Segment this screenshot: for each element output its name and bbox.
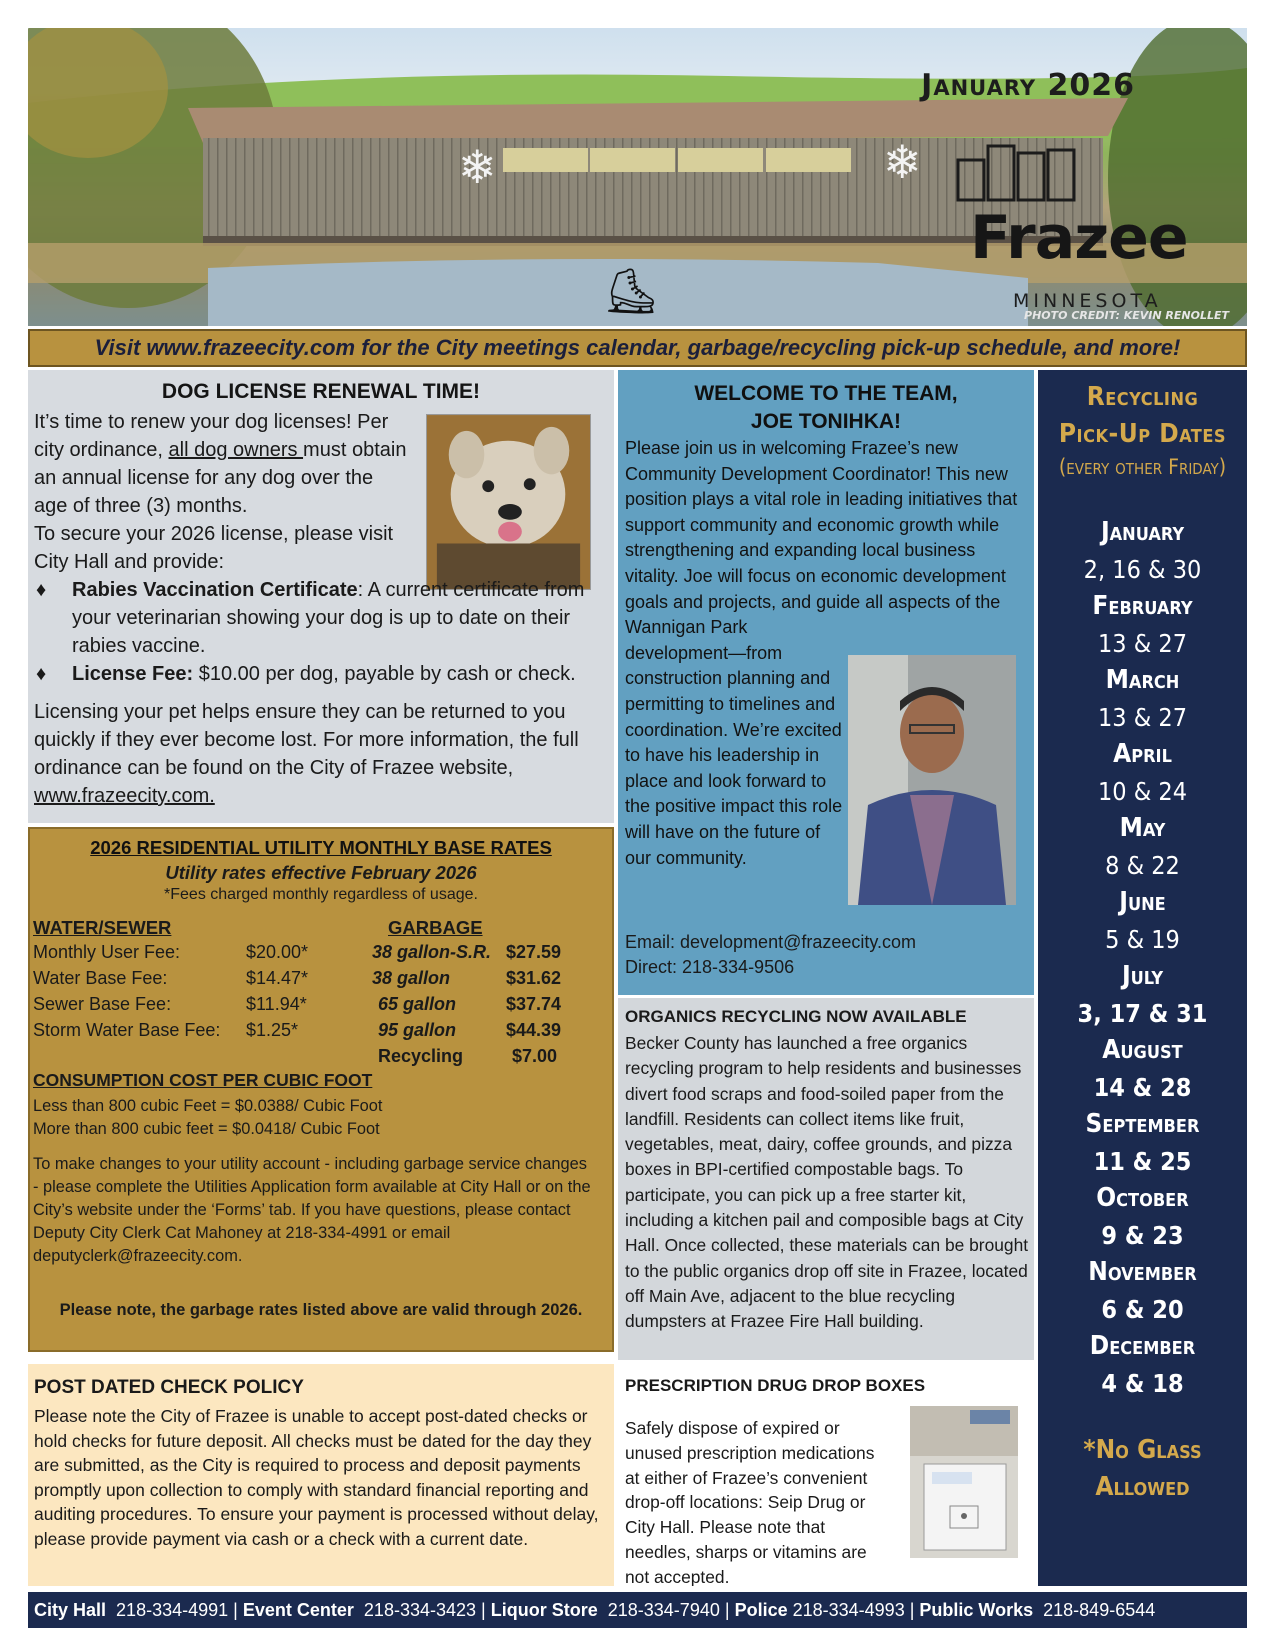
garbage-row-label: 38 gallon (372, 968, 451, 988)
frazee-logo-state: MINNESOTA (1013, 290, 1162, 312)
prescription-section (618, 1364, 1034, 1586)
organics-body: Becker County has launched a free organics recycling program to help residents and businesses divert food scraps and food-soiled paper from the landfill. Residents can collect items like fruit, vegetables, meat, dairy, coffee grounds, and pizza boxes in BPI-certified compostable bags. To participate, you can pick up a free starter kit, including a kitchen pail and composible bags at City Hall. Once collected, these materials can be brought to the public organics drop off site in Frazee, located off Main Ave, adjacent to the blue recycling dumpsters at Frazee Fire Hall building. (625, 1033, 1029, 1332)
joe-tonihka-photo (848, 655, 1016, 905)
welcome-section (618, 370, 1034, 995)
month-name: June (1119, 887, 1166, 917)
month-dates: 13 & 27 (1097, 703, 1188, 732)
check-policy-body: Please note the City of Frazee is unable to accept post-dated checks or hold checks for future deposit. All checks must be dated for the day they are submitted, as the City is required to process and deposit payments promptly upon collection to comply with standard financial reporting and auditing procedures. To ensure your payment is processed without delay, please provide payment via cash or a check with a current date. (34, 1406, 599, 1549)
organics-title: ORGANICS RECYCLING NOW AVAILABLE (625, 1007, 967, 1026)
recycling-schedule (1038, 370, 1247, 1586)
check-policy-title: POST DATED CHECK POLICY (34, 1377, 304, 1398)
month-dates: 4 & 18 (1101, 1369, 1184, 1398)
garbage-row-label: 65 gallon (378, 994, 457, 1014)
welcome-title (618, 380, 1034, 436)
svg-text:⛸: ⛸ (603, 266, 659, 317)
garbage-row-value: $27.59 (506, 942, 562, 962)
water-row-label: Storm Water Base Fee: (33, 1020, 221, 1040)
utility-rates-section (28, 827, 614, 1352)
water-row-label: Water Base Fee: (33, 968, 168, 988)
contact-label: Liquor Store (490, 1600, 598, 1620)
contact-separator: | (904, 1600, 915, 1620)
month-dates: 6 & 20 (1101, 1295, 1184, 1324)
no-glass-note (1038, 1432, 1247, 1506)
welcome-phone: Direct: 218-334-9506 (625, 957, 795, 977)
month-name: November (1088, 1257, 1197, 1287)
water-row-label: Sewer Base Fee: (33, 994, 172, 1014)
dog-intro-text: It’s time to renew your dog licenses! Per city ordinance, (34, 411, 389, 461)
rabies-text: : A current certificate from your veterinarian showing your dog is up to date on their rabies vaccine. (72, 579, 585, 657)
month-name: August (1102, 1035, 1183, 1065)
garbage-row-label: 95 gallon (378, 1020, 457, 1040)
recycling-subtitle: (every other Friday) (1058, 455, 1227, 479)
water-sewer-header: WATER/SEWER (33, 917, 172, 938)
garbage-row-label: 38 gallon-S.R. (372, 942, 492, 962)
garbage-header: GARBAGE (388, 917, 483, 938)
month-name: April (1113, 739, 1172, 769)
month-dates: 3, 17 & 31 (1077, 999, 1208, 1028)
contact-separator: | (228, 1600, 238, 1620)
contact-phone: 218-334-7940 (607, 1600, 720, 1620)
welcome-title-line-2: JOE TONIHKA! (750, 410, 902, 433)
issue-month: January 2026 (921, 68, 1135, 103)
water-row-value: $1.25* (246, 1020, 299, 1040)
dog-license-closing (34, 698, 604, 810)
garbage-row-label: Recycling (378, 1046, 464, 1066)
month-dates: 2, 16 & 30 (1083, 555, 1202, 584)
list-item (34, 660, 604, 688)
month-name: January (1100, 517, 1185, 547)
garbage-row-value: $44.39 (506, 1020, 562, 1040)
list-item (34, 576, 604, 660)
recycling-title (1038, 379, 1247, 453)
header-banner (28, 28, 1247, 326)
diamond-bullet-icon: ♦ (36, 663, 47, 685)
water-row-label: Monthly User Fee: (33, 942, 181, 962)
diamond-bullet-icon: ♦ (36, 579, 47, 601)
welcome-title-line-1: WELCOME TO THE TEAM, (694, 382, 958, 405)
water-row-value: $20.00* (246, 942, 309, 962)
dog-license-instructions: To secure your 2026 license, please visit City Hall and provide: (34, 523, 394, 573)
utility-subtitle: Utility rates effective February 2026 (165, 862, 477, 883)
month-dates: 8 & 22 (1105, 851, 1180, 880)
month-dates: 10 & 24 (1097, 777, 1188, 806)
rabies-label: Rabies Vaccination Certificate (72, 579, 358, 601)
contact-label: Event Center (242, 1600, 354, 1620)
svg-text:❄: ❄ (458, 140, 497, 194)
consumption-line: More than 800 cubic feet = $0.0418/ Cubic Foot (33, 1120, 380, 1138)
garbage-row-value: $7.00 (512, 1046, 558, 1066)
welcome-body-wide: Please join us in welcoming Frazee’s new Community Development Coordinator! This new position plays a vital role in leading initiatives that support community and economic growth while strengthening and expanding local business vitality. Joe will focus on economic development goals and projects, and guide all aspects of the Wannigan Park (625, 438, 1018, 638)
website-link[interactable]: www.frazeecity.com. (34, 785, 215, 807)
contact-separator: | (476, 1600, 486, 1620)
month-name: March (1105, 665, 1180, 695)
month-name: October (1096, 1183, 1189, 1213)
dog-license-requirements (34, 576, 604, 688)
contact-label: City Hall (34, 1600, 107, 1620)
photo-credit: PHOTO CREDIT: KEVIN RENOLLET (1024, 309, 1229, 322)
no-glass-line-2: Allowed (1095, 1472, 1190, 1502)
garbage-row-value: $31.62 (506, 968, 562, 988)
month-name: December (1089, 1331, 1196, 1361)
all-dog-owners-emphasis: all dog owners (168, 439, 304, 461)
water-row-value: $11.94* (246, 994, 307, 1014)
month-dates: 14 & 28 (1093, 1073, 1192, 1102)
month-name: September (1085, 1109, 1200, 1139)
garbage-row-value: $37.74 (506, 994, 562, 1014)
frazee-logo: Frazee (970, 203, 1188, 273)
contact-bar (28, 1592, 1247, 1628)
dog-license-title: DOG LICENSE RENEWAL TIME! (161, 380, 481, 403)
contact-label: Police (734, 1600, 788, 1620)
month-name: July (1121, 961, 1164, 991)
utility-garbage-note: Please note, the garbage rates listed above are valid through 2026. (59, 1301, 583, 1319)
utility-changes-text: To make changes to your utility account - including garbage service changes - please complete the Utilities Application form available at City Hall or on the City’s website under the ‘Forms’ tab. If you have questions, please contact Deputy City Clerk Cat Mahoney at 218-334-4991 or email deputyclerk@frazeecity.com. (33, 1155, 591, 1265)
month-dates: 5 & 19 (1105, 925, 1180, 954)
month-dates: 13 & 27 (1097, 629, 1188, 658)
utility-title: 2026 RESIDENTIAL UTILITY MONTHLY BASE RATES (90, 837, 552, 858)
prescription-body: Safely dispose of expired or unused prescription medications at either of Frazee’s convenient drop-off locations: Seip Drug or City Hall. Please note that needles, sharps or vitamins are not accepted. (625, 1418, 875, 1586)
check-policy-section (28, 1364, 614, 1586)
closing-text: Licensing your pet helps ensure they can be returned to you quickly if they ever become lost. For more information, the full ordinance can be found on the City of Frazee website, (34, 701, 579, 779)
organics-section (618, 998, 1034, 1360)
month-dates: 9 & 23 (1101, 1221, 1184, 1250)
month-name: May (1119, 813, 1166, 843)
contact-phone: 218-334-4993 (792, 1600, 905, 1620)
fee-text: $10.00 per dog, payable by cash or check. (193, 663, 576, 685)
consumption-line: Less than 800 cubic Feet = $0.0388/ Cubic Foot (33, 1097, 383, 1115)
visit-website-banner[interactable]: Visit www.frazeecity.com for the City meetings calendar, garbage/recycling pick-up schedule, and more! (28, 329, 1247, 367)
welcome-email[interactable]: Email: development@frazeecity.com (625, 932, 917, 952)
month-dates: 11 & 25 (1093, 1147, 1192, 1176)
recycling-title-line-1: Recycling (1086, 382, 1199, 412)
prescription-title: PRESCRIPTION DRUG DROP BOXES (625, 1376, 926, 1395)
welcome-contact (625, 930, 916, 980)
month-name: February (1092, 591, 1193, 621)
contact-phone: 218-334-3423 (363, 1600, 477, 1620)
consumption-header: CONSUMPTION COST PER CUBIC FOOT (33, 1070, 373, 1090)
contact-phone: 218-334-4991 (116, 1600, 229, 1620)
recycling-title-line-2: Pick-Up Dates (1058, 419, 1227, 449)
fee-label: License Fee: (72, 663, 194, 685)
dog-license-body (34, 408, 604, 810)
no-glass-line-1: *No Glass (1083, 1435, 1202, 1465)
welcome-body-narrow: development—from construction planning and permitting to timelines and coordination. We’re excited to have his leadership in place and look forward to the positive impact this role will have on the future of our community. (625, 642, 843, 868)
contact-phone: 218-849-6544 (1043, 1600, 1156, 1620)
dog-intro-text-2: must obtain an annual license for any dog over the age of three (3) months. (34, 439, 407, 517)
water-row-value: $14.47* (246, 968, 309, 988)
svg-text:❄: ❄ (883, 135, 922, 189)
dog-license-intro (34, 408, 409, 520)
contact-label: Public Works (919, 1600, 1034, 1620)
utility-fee-note: *Fees charged monthly regardless of usage. (164, 886, 478, 903)
recycling-months (1038, 514, 1247, 1402)
contact-separator: | (719, 1600, 730, 1620)
dog-license-section (28, 370, 614, 823)
drop-box-photo (910, 1406, 1018, 1558)
